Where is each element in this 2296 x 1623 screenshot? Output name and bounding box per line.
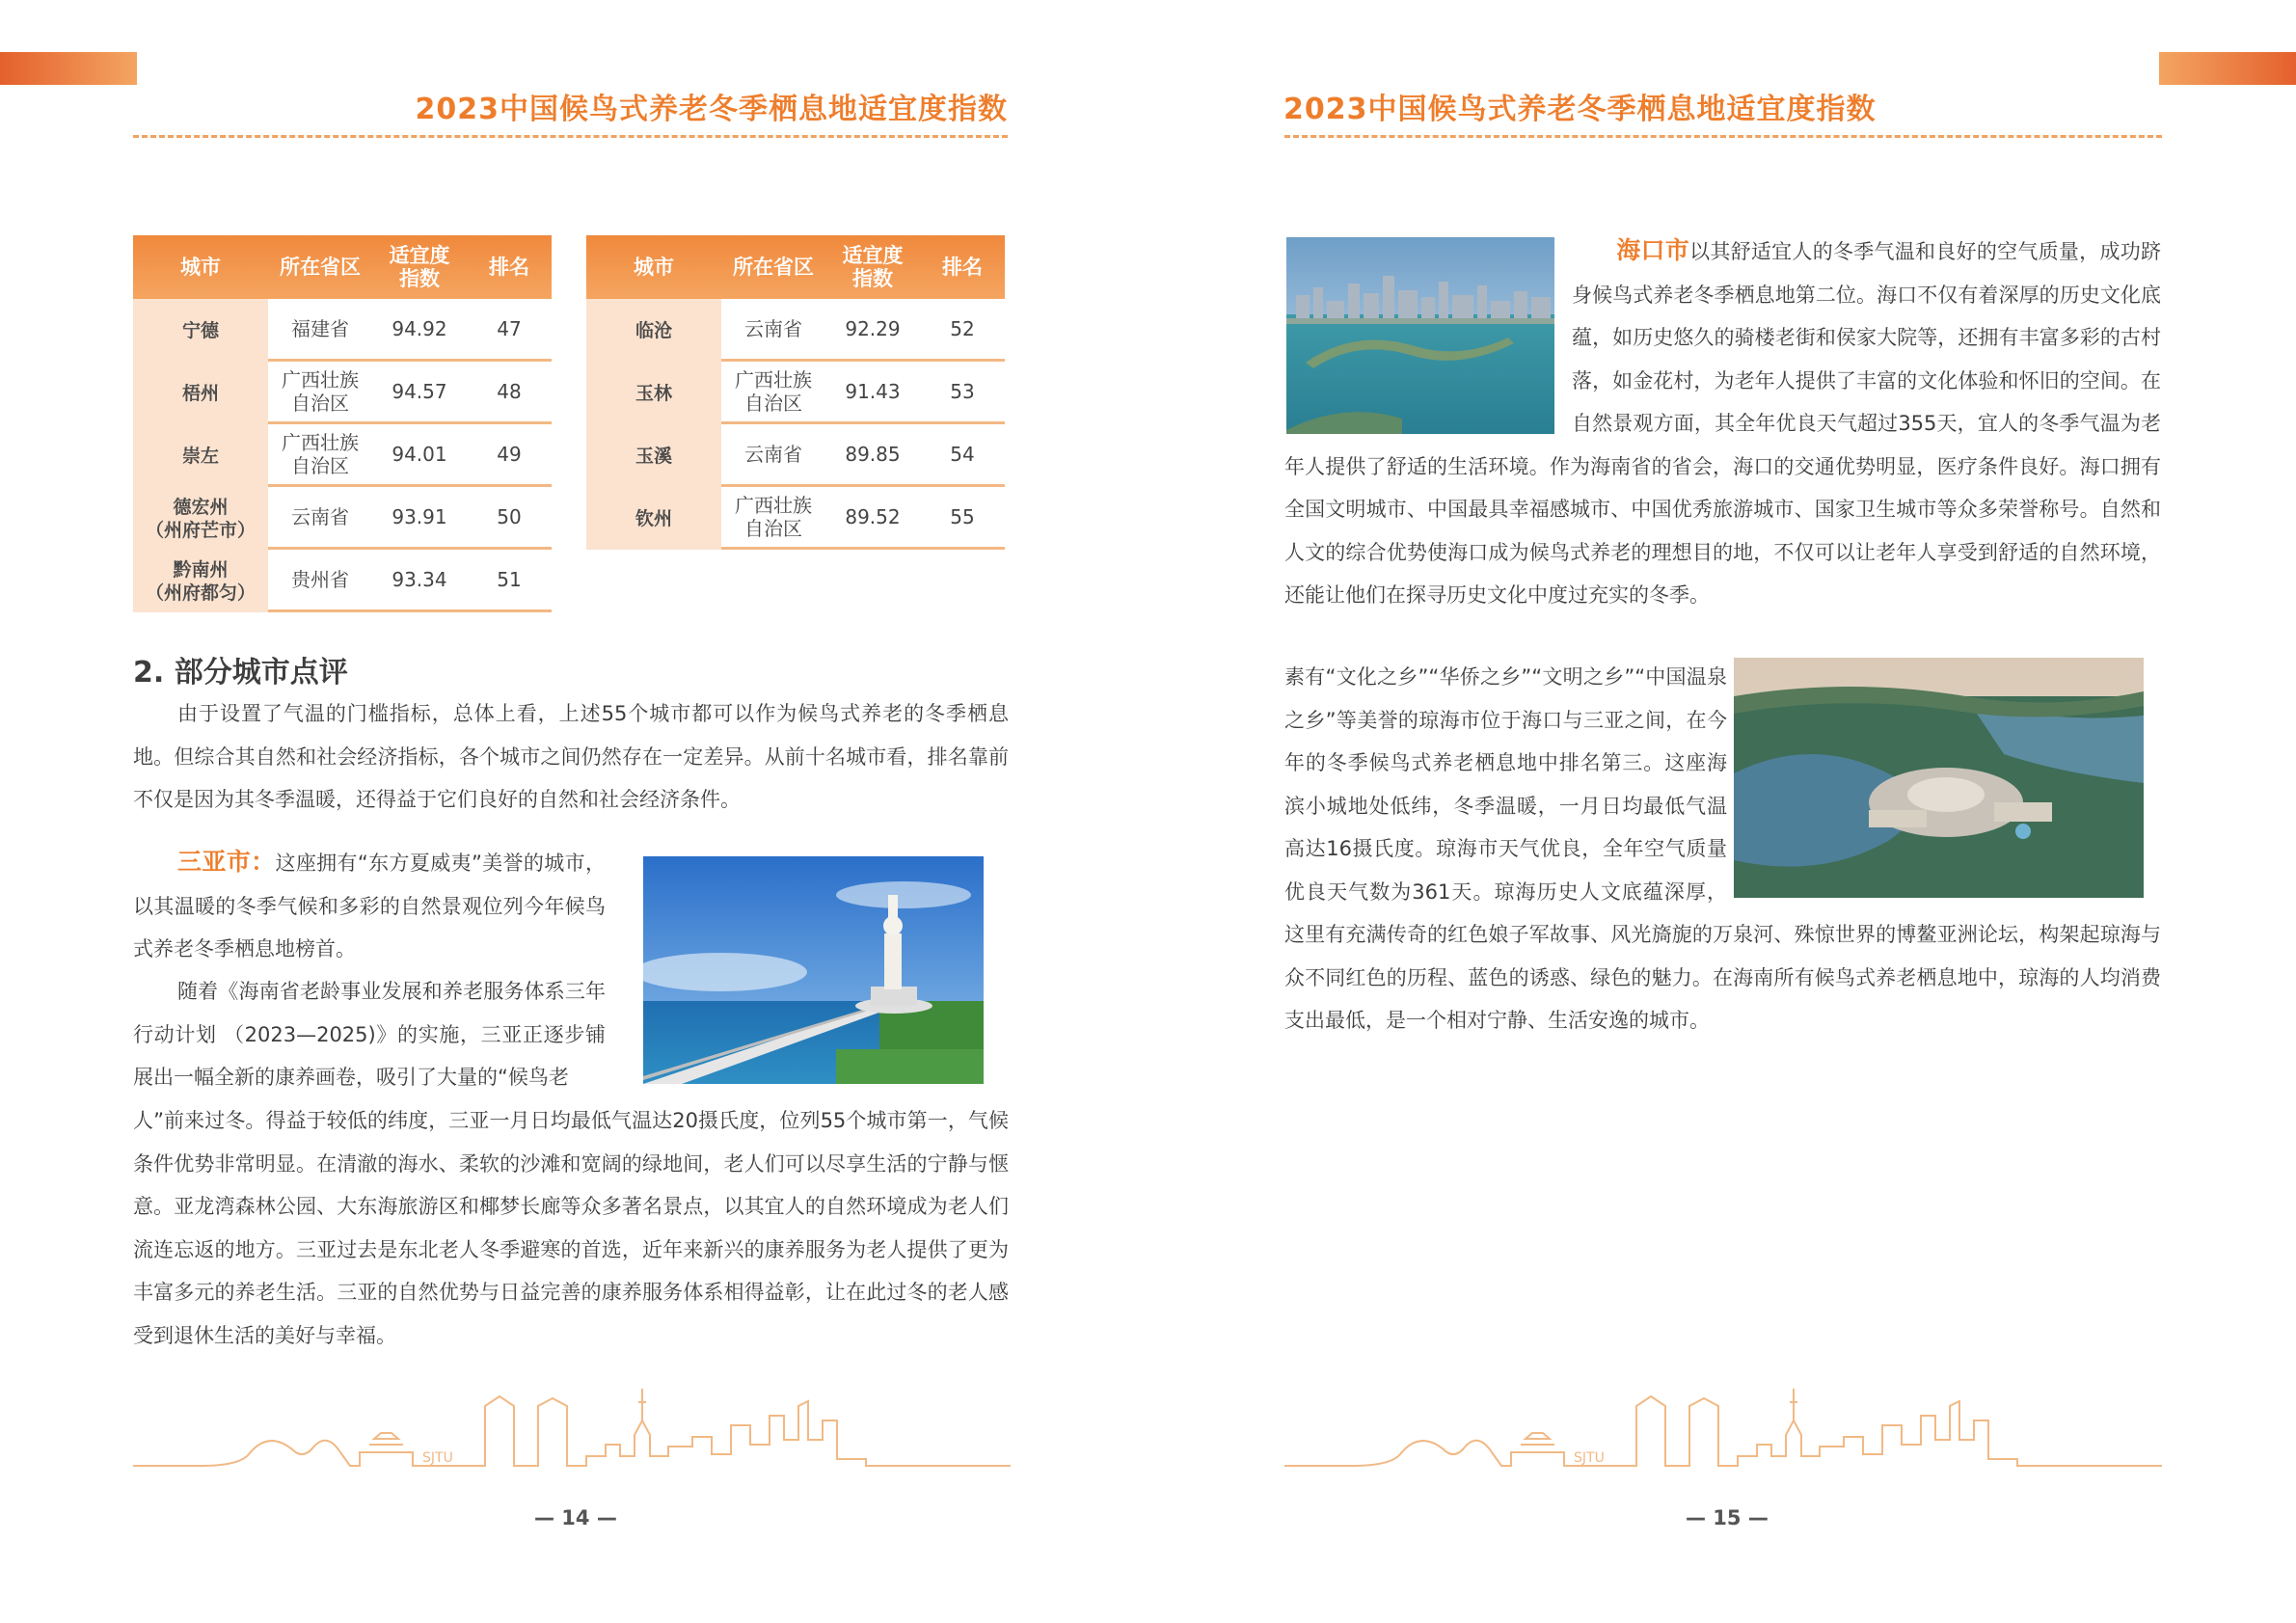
- cell-province: 云南省: [721, 424, 825, 487]
- cell-index: 94.57: [372, 362, 467, 424]
- col-header-city: 城市: [133, 235, 268, 299]
- cell-rank: 48: [467, 362, 552, 424]
- section-heading: 2. 部分城市点评: [133, 656, 348, 690]
- table-header-row: [133, 235, 552, 299]
- col-header-city: 城市: [586, 235, 721, 299]
- cell-province: 广西壮族 自治区: [721, 362, 825, 424]
- sanya-city-name: 三亚市：: [177, 848, 276, 876]
- haikou-paragraph: [1284, 230, 2161, 617]
- page-header-title: 2023中国候鸟式养老冬季栖息地适宜度指数: [1283, 93, 1877, 126]
- cell-index: 94.01: [372, 424, 467, 487]
- sanya-paragraph-1: 三亚市：这座拥有“东方夏威夷”美誉的城市，以其温暖的冬季气候和多彩的自然景观位列今年候鸟式养老冬季栖息地榜首。: [133, 848, 606, 960]
- cell-index: 89.52: [825, 487, 920, 550]
- page-header-title: 2023中国候鸟式养老冬季栖息地适宜度指数: [415, 93, 1008, 126]
- sanya-paragraph-2-start: [133, 970, 606, 1099]
- cell-city: 崇左: [133, 424, 268, 487]
- cell-province: 广西壮族 自治区: [268, 424, 372, 487]
- col-header-rank: 排名: [467, 235, 552, 299]
- city-skyline-decoration: [1284, 1377, 2162, 1483]
- cell-province: 广西壮族 自治区: [721, 487, 825, 550]
- cell-province: 云南省: [721, 299, 825, 362]
- qionghai-paragraph-text: 素有“文化之乡”“华侨之乡”“文明之乡”“中国温泉之乡”等美誉的琼海市位于海口与三亚之间，在今年的冬季候鸟式养老栖息地中排名第三。这座海滨小城地处低纬，冬季温暖，一月日均最低气温高达16摄氏度。琼海市天气优良，全年空气质量优良天气数为361天。琼海历史人文底蕴深厚，这里有充满传奇的红色娘子军故事、风光旖旎的万泉河、殊惊世界的博鳌亚洲论坛，构架起琼海与众不同红色的历程、蓝色的诱惑、绿色的魅力。在海南所有候鸟式养老栖息地中，琼海的人均消费支出最低，是一个相对宁静、生活安逸的城市。: [1284, 665, 2161, 1032]
- sanya-paragraph-2-text-cont: 人”前来过冬。得益于较低的纬度，三亚一月日均最低气温达20摄氏度，位列55个城市第一，气候条件优势非常明显。在清澈的海水、柔软的沙滩和宽阔的绿地间，老人们可以尽享生活的宁静与惬意。亚龙湾森林公园、大东海旅游区和椰梦长廊等众多著名景点，以其宜人的自然环境成为老人们流连忘返的地方。三亚过去是东北老人冬季避寒的首选，近年来新兴的康养服务为老人提供了更为丰富多元的养老生活。三亚的自然优势与日益完善的康养服务体系相得益彰，让在此过冬的老人感受到退休生活的美好与幸福。: [133, 1109, 1009, 1347]
- cell-province: 云南省: [268, 487, 372, 550]
- page-number: — 15 —: [1686, 1506, 1769, 1529]
- svg-text:SJTU: SJTU: [1574, 1450, 1605, 1466]
- cell-index: 93.91: [372, 487, 467, 550]
- cell-city: 玉溪: [586, 424, 721, 487]
- cell-province: 贵州省: [268, 550, 372, 612]
- qionghai-paragraph: [1284, 656, 2161, 1042]
- cell-index: 93.34: [372, 550, 467, 612]
- cell-rank: 54: [920, 424, 1005, 487]
- cell-rank: 53: [920, 362, 1005, 424]
- page-number: — 14 —: [534, 1506, 617, 1529]
- ranking-table-left: [133, 235, 552, 612]
- cell-city: 临沧: [586, 299, 721, 362]
- cell-index: 92.29: [825, 299, 920, 362]
- svg-text:SJTU: SJTU: [422, 1450, 453, 1466]
- cell-city: 钦州: [586, 487, 721, 550]
- sanya-guanyin-photo: [643, 856, 984, 1084]
- col-header-index: 适宜度 指数: [372, 235, 467, 299]
- sanya-photo-illustration: [643, 856, 984, 1084]
- cell-city: 德宏州 （州府芒市）: [133, 487, 268, 550]
- haikou-paragraph-text: 以其舒适宜人的冬季气温和良好的空气质量，成功跻身候鸟式养老冬季栖息地第二位。海口不仅有着深厚的历史文化底蕴，如历史悠久的骑楼老街和侯家大院等，还拥有丰富多彩的古村落，如金花村，为老年人提供了丰富的文化体验和怀旧的空间。在自然景观方面，其全年优良天气超过355天，宜人的冬季气温为老年人提供了舒适的生活环境。作为海南省的省会，海口的交通优势明显，医疗条件良好。海口拥有全国文明城市、中国最具幸福感城市、中国优秀旅游城市、国家卫生城市等众多荣誉称号。自然和人文的综合优势使海口成为候鸟式养老的理想目的地，不仅可以让老年人享受到舒适的自然环境，还能让他们在探寻历史文化中度过充实的冬季。: [1284, 240, 2161, 607]
- table-row: [133, 550, 552, 612]
- header-divider: [133, 135, 1008, 138]
- cell-rank: 50: [467, 487, 552, 550]
- table-row: [586, 424, 1005, 487]
- ranking-table-right: [586, 235, 1005, 550]
- cell-rank: 51: [467, 550, 552, 612]
- table-row: [586, 362, 1005, 424]
- cell-city: 黔南州 （州府都匀）: [133, 550, 268, 612]
- col-header-province: 所在省区: [721, 235, 825, 299]
- cell-rank: 55: [920, 487, 1005, 550]
- haikou-city-name: 海口市: [1616, 236, 1690, 264]
- table-header-row: [586, 235, 1005, 299]
- cell-province: 广西壮族 自治区: [268, 362, 372, 424]
- col-header-index: 适宜度 指数: [825, 235, 920, 299]
- header-divider: [1284, 135, 2162, 138]
- cell-city: 梧州: [133, 362, 268, 424]
- sanya-paragraph-2-text: 随着《海南省老龄事业发展和养老服务体系三年行动计划 （2023—2025)》的实施，三亚正逐步铺展出一幅全新的康养画卷，吸引了大量的“候鸟老: [133, 980, 606, 1089]
- cell-rank: 47: [467, 299, 552, 362]
- city-skyline-decoration: [133, 1377, 1011, 1483]
- table-row: [133, 299, 552, 362]
- cell-rank: 52: [920, 299, 1005, 362]
- corner-accent-bar: [0, 52, 137, 85]
- table-row: [133, 362, 552, 424]
- sanya-paragraph-2-continued: [133, 1099, 1009, 1357]
- page-15: [1148, 0, 2296, 1623]
- col-header-province: 所在省区: [268, 235, 372, 299]
- corner-accent-bar: [2159, 52, 2296, 85]
- cell-index: 94.92: [372, 299, 467, 362]
- col-header-rank: 排名: [920, 235, 1005, 299]
- table-row: [586, 299, 1005, 362]
- cell-province: 福建省: [268, 299, 372, 362]
- intro-paragraph: 由于设置了气温的门槛指标，总体上看，上述55个城市都可以作为候鸟式养老的冬季栖息地。但综合其自然和社会经济指标，各个城市之间仍然存在一定差异。从前十名城市看，排名靠前不仅是因为其冬季温暖，还得益于它们良好的自然和社会经济条件。: [133, 702, 1009, 811]
- table-row: [586, 487, 1005, 550]
- cell-index: 89.85: [825, 424, 920, 487]
- cell-rank: 49: [467, 424, 552, 487]
- table-row: [133, 487, 552, 550]
- cell-city: 玉林: [586, 362, 721, 424]
- table-row: [133, 424, 552, 487]
- cell-city: 宁德: [133, 299, 268, 362]
- cell-index: 91.43: [825, 362, 920, 424]
